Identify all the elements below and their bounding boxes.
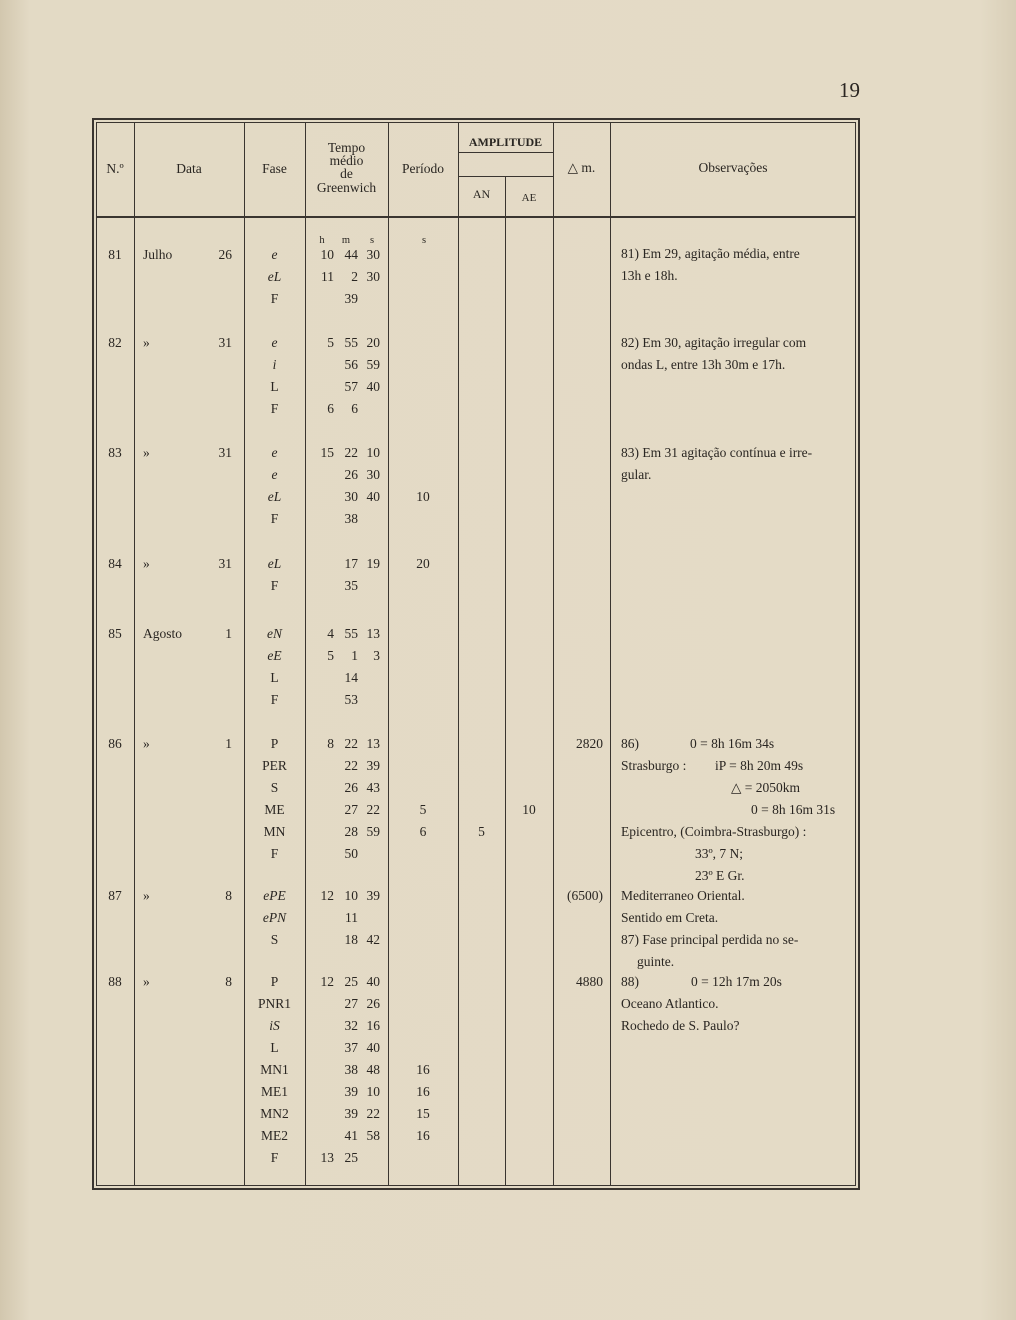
cell-minute: 22 [344,736,358,751]
cell-fase: eL [267,556,282,571]
observation-line: 0 = 12h 17m 20s [691,974,782,989]
cell-fase: S [270,932,279,947]
cell-second: 19 [366,556,380,571]
cell-second: 22 [366,802,380,817]
cell-month: » [143,974,150,989]
header-data: Data [176,161,202,176]
cell-no: 82 [108,335,122,350]
cell-month: Agosto [143,626,183,641]
observation-line: 0 = 8h 16m 31s [751,802,836,817]
cell-minute: 38 [344,511,358,526]
cell-hour: 5 [327,335,334,350]
cell-day: 8 [225,888,232,903]
cell-second: 58 [366,1128,380,1143]
cell-delta: 4880 [576,974,603,989]
column-rule [505,176,506,1186]
observation-line: 23º E Gr. [695,868,745,883]
header-tempo-4: Greenwich [316,180,377,195]
observation-line: 83) Em 31 agitação contínua e irre- [621,445,813,460]
cell-second: 30 [366,467,380,482]
cell-minute: 30 [344,489,358,504]
cell-hour: 6 [327,401,334,416]
cell-hour: 13 [320,1150,334,1165]
observation-line: 81) Em 29, agitação média, entre [621,246,800,261]
cell-day: 8 [225,974,232,989]
header-rule [96,216,856,218]
cell-hour: 5 [327,648,334,663]
cell-second: 10 [366,1084,380,1099]
cell-second: 22 [366,1106,380,1121]
header-periodo: Período [402,161,444,176]
observation-line: Rochedo de S. Paulo? [621,1018,740,1033]
cell-month: » [143,888,150,903]
cell-minute: 35 [344,578,358,593]
cell-minute: 39 [344,1084,358,1099]
cell-month: » [143,335,150,350]
header-tempo-1: Tempo [327,140,366,155]
cell-periodo: 16 [416,1084,430,1099]
cell-periodo: 15 [416,1106,430,1121]
observation-line: Strasburgo : [621,758,687,773]
header-tempo-3: de [340,166,353,181]
header-no: N.º [106,161,124,176]
cell-fase: eN [267,626,282,641]
cell-fase: S [270,780,279,795]
cell-periodo: 16 [416,1062,430,1077]
cell-hour: 15 [320,445,334,460]
cell-fase: L [270,670,279,685]
cell-fase: MN1 [260,1062,289,1077]
header-delta: △ m. [567,160,596,175]
cell-minute: 27 [344,802,358,817]
header-an: AN [472,187,491,201]
unit-m: m [341,235,351,246]
column-rule [134,122,135,1186]
cell-fase: F [270,1150,279,1165]
unit-s: s [369,235,375,246]
cell-second: 40 [366,1040,380,1055]
cell-minute: 55 [344,335,358,350]
cell-month: » [143,445,150,460]
cell-fase: L [270,1040,279,1055]
cell-month: » [143,736,150,751]
cell-fase: F [270,291,279,306]
cell-minute: 44 [344,247,358,262]
cell-minute: 11 [345,910,358,925]
cell-minute: 26 [344,780,358,795]
cell-fase: i [272,357,277,372]
cell-month: Julho [143,247,173,262]
cell-minute: 25 [344,974,358,989]
column-rule [305,122,306,1186]
cell-minute: 22 [344,445,358,460]
cell-fase: P [270,736,279,751]
observation-line: 33º, 7 N; [695,846,744,861]
observation-line: 87) Fase principal perdida no se- [621,932,799,947]
cell-minute: 39 [344,291,358,306]
amplitude-rule [458,176,553,177]
cell-fase: e [271,445,278,460]
cell-day: 26 [218,247,232,262]
cell-fase: ME1 [261,1084,288,1099]
cell-minute: 32 [344,1018,358,1033]
cell-fase: PER [262,758,287,773]
cell-fase: ePE [263,888,286,903]
cell-fase: e [271,247,278,262]
cell-fase: P [270,974,279,989]
cell-hour: 8 [327,736,334,751]
observation-line: △ = 2050km [731,780,800,795]
cell-minute: 10 [344,888,358,903]
cell-second: 40 [366,379,380,394]
cell-ae: 10 [522,802,536,817]
unit-h: h [319,235,325,246]
observation-line: 82) Em 30, agitação irregular com [621,335,807,350]
cell-minute: 26 [344,467,358,482]
cell-second: 40 [366,974,380,989]
cell-minute: 6 [351,401,358,416]
observation-line: Sentido em Creta. [621,910,719,925]
cell-minute: 28 [344,824,358,839]
cell-second: 39 [366,888,380,903]
cell-fase: MN2 [260,1106,289,1121]
cell-second: 59 [366,824,380,839]
header-tempo-2: médio [329,153,364,168]
cell-minute: 37 [344,1040,358,1055]
cell-day: 31 [218,445,232,460]
cell-second: 13 [366,736,380,751]
cell-fase: ME2 [261,1128,288,1143]
cell-minute: 39 [344,1106,358,1121]
observation-line: 88) [621,974,639,989]
cell-second: 30 [366,269,380,284]
cell-minute: 57 [344,379,358,394]
unit-periodo: s [421,235,427,246]
cell-fase: F [270,511,279,526]
cell-hour: 4 [327,626,334,641]
observation-line: iP = 8h 20m 49s [715,758,804,773]
cell-second: 43 [366,780,380,795]
column-rule [553,122,554,1186]
cell-no: 85 [108,626,122,641]
amplitude-rule [458,152,553,153]
cell-minute: 17 [344,556,358,571]
cell-fase: ME [264,802,285,817]
cell-minute: 1 [351,648,358,663]
cell-no: 81 [108,247,122,262]
cell-minute: 25 [344,1150,358,1165]
cell-fase: eE [267,648,282,663]
cell-minute: 50 [344,846,358,861]
cell-hour: 11 [321,269,334,284]
cell-second: 40 [366,489,380,504]
table-inner-border [96,122,856,1186]
observation-line: Oceano Atlantico. [621,996,719,1011]
observation-line: 0 = 8h 16m 34s [690,736,775,751]
cell-minute: 2 [351,269,358,284]
cell-fase: PNR1 [257,996,291,1011]
cell-second: 30 [366,247,380,262]
observation-line: 13h e 18h. [621,268,678,283]
cell-second: 13 [366,626,380,641]
cell-fase: e [271,335,278,350]
cell-periodo: 6 [419,824,427,839]
cell-delta: (6500) [567,888,603,903]
observation-line: Epicentro, (Coimbra-Strasburgo) : [621,824,807,839]
observation-line: gular. [621,467,652,482]
cell-fase: F [270,578,279,593]
cell-second: 26 [366,996,380,1011]
column-rule [388,122,389,1186]
cell-fase: F [270,401,279,416]
header-fase: Fase [262,161,287,176]
observation-line: guinte. [637,954,675,969]
cell-second: 3 [373,648,380,663]
cell-second: 10 [366,445,380,460]
cell-second: 16 [366,1018,380,1033]
cell-hour: 12 [320,974,334,989]
cell-day: 31 [218,556,232,571]
cell-periodo: 20 [416,556,430,571]
cell-periodo: 10 [416,489,430,504]
cell-second: 20 [366,335,380,350]
column-rule [458,122,459,1186]
cell-minute: 38 [344,1062,358,1077]
cell-fase: iS [269,1018,280,1033]
header-amplitude: AMPLITUDE [468,135,543,149]
cell-minute: 27 [344,996,358,1011]
cell-second: 42 [366,932,380,947]
observation-line: 86) [621,736,639,751]
cell-fase: e [271,467,278,482]
column-rule [610,122,611,1186]
cell-periodo: 5 [419,802,427,817]
cell-fase: F [270,692,279,707]
cell-hour: 12 [320,888,334,903]
cell-fase: ePN [262,910,287,925]
cell-minute: 41 [344,1128,358,1143]
cell-an: 5 [478,824,485,839]
page-number: 19 [839,78,860,102]
cell-second: 59 [366,357,380,372]
cell-no: 87 [108,888,122,903]
cell-minute: 55 [344,626,358,641]
cell-fase: MN [263,824,286,839]
cell-minute: 56 [344,357,358,372]
cell-day: 31 [218,335,232,350]
cell-day: 1 [225,736,232,751]
header-observacoes: Observações [698,160,768,175]
cell-minute: 53 [344,692,358,707]
observation-line: ondas L, entre 13h 30m e 17h. [621,357,786,372]
cell-no: 83 [108,445,122,460]
observation-line: Mediterraneo Oriental. [621,888,745,903]
cell-month: » [143,556,150,571]
header-ae: AE [521,192,537,204]
cell-no: 84 [108,556,122,571]
cell-minute: 18 [344,932,358,947]
cell-no: 86 [108,736,122,751]
cell-delta: 2820 [576,736,603,751]
cell-second: 39 [366,758,380,773]
cell-minute: 22 [344,758,358,773]
cell-minute: 14 [344,670,358,685]
cell-periodo: 16 [416,1128,430,1143]
cell-second: 48 [366,1062,380,1077]
cell-fase: eL [267,489,282,504]
cell-day: 1 [225,626,232,641]
cell-hour: 10 [320,247,334,262]
cell-fase: L [270,379,279,394]
cell-fase: eL [267,269,282,284]
cell-fase: F [270,846,279,861]
cell-no: 88 [108,974,122,989]
